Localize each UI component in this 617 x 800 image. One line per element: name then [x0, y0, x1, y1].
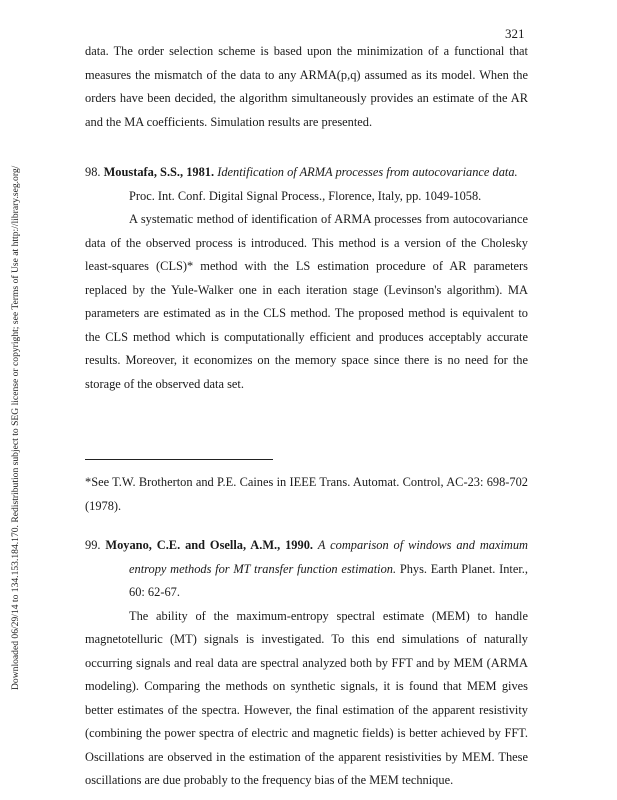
- entry-99-source: Phys. Earth Planet. Inter., 60: 62-67.: [129, 561, 528, 599]
- entry-99-abstract: The ability of the maximum-entropy spectral estimate (MEM) to handle magnetotelluric (MT) signals is investigated. To this end simulations of naturally occurring signals and real data are spectral analyzed both by FFT and by MEM (ARMA modeling). Comparing the methods on synthetic signals, it is found that MEM gives better estimates of the spectra. However, the final estimation of the apparent resistivity (combining the power spectra of electric and magnetic fields) is better achieved by FFT. Oscillations are observed in the estimation of the apparent resistivities by MEM. These oscillations are due probably to the frequency bias of the MEM technique.: [85, 608, 528, 787]
- entry-99-title: A comparison of windows and maximum entropy methods for MT transfer function estimation.: [129, 538, 529, 576]
- entry-98-title: Identification of ARMA processes from autocovariance data.: [217, 165, 518, 179]
- footnote-text: *See T.W. Brotherton and P.E. Caines in IEEE Trans. Automat. Control, AC-23: 698-702 (1978).: [85, 475, 528, 513]
- entry-98-citation: [85, 161, 528, 185]
- entry-98: [85, 161, 528, 396]
- entry-99-number: 99.: [85, 538, 101, 552]
- entry-98-authors: Moustafa, S.S., 1981.: [103, 165, 215, 179]
- download-notice: Downloaded 06/29/14 to 134.153.184.170. Redistribution subject to SEG license or copyright; see Terms of Use at http://library.seg.org/: [10, 165, 21, 690]
- entry-99-citation: [85, 534, 528, 605]
- footnote: [85, 471, 528, 518]
- footnote-rule: [85, 459, 273, 460]
- entry-98-number: 98.: [85, 165, 101, 179]
- entry-99-authors: Moyano, C.E. and Osella, A.M., 1990.: [105, 538, 313, 552]
- entry-99: [85, 534, 528, 793]
- intro-text: data. The order selection scheme is based upon the minimization of a functional that measures the mismatch of the data to any ARMA(p,q) assumed as its model. When the orders have been decided, the algorithm simultaneously provides an estimate of the AR and the MA coefficients. Simulation results are presented.: [85, 44, 528, 129]
- entry-98-source: Proc. Int. Conf. Digital Signal Process., Florence, Italy, pp. 1049-1058.: [129, 188, 482, 203]
- page-number: 321: [505, 26, 525, 41]
- intro-paragraph: [85, 40, 528, 134]
- entry-98-abstract: A systematic method of identification of ARMA processes from autocovariance data of the observed process is introduced. This method is a version of the Cholesky least-squares (CLS)* method with the LS estimation procedure of AR parameters replaced by the Yule-Walker one in each iteration stage (Levinson's algorithm). MA parameters are estimated as in the CLS method. The proposed method is equivalent to the CLS method which is computationally efficient and produces acceptably accurate results. Moreover, it economizes on the memory space since there is no need for the storage of the observed data set.: [85, 212, 528, 391]
